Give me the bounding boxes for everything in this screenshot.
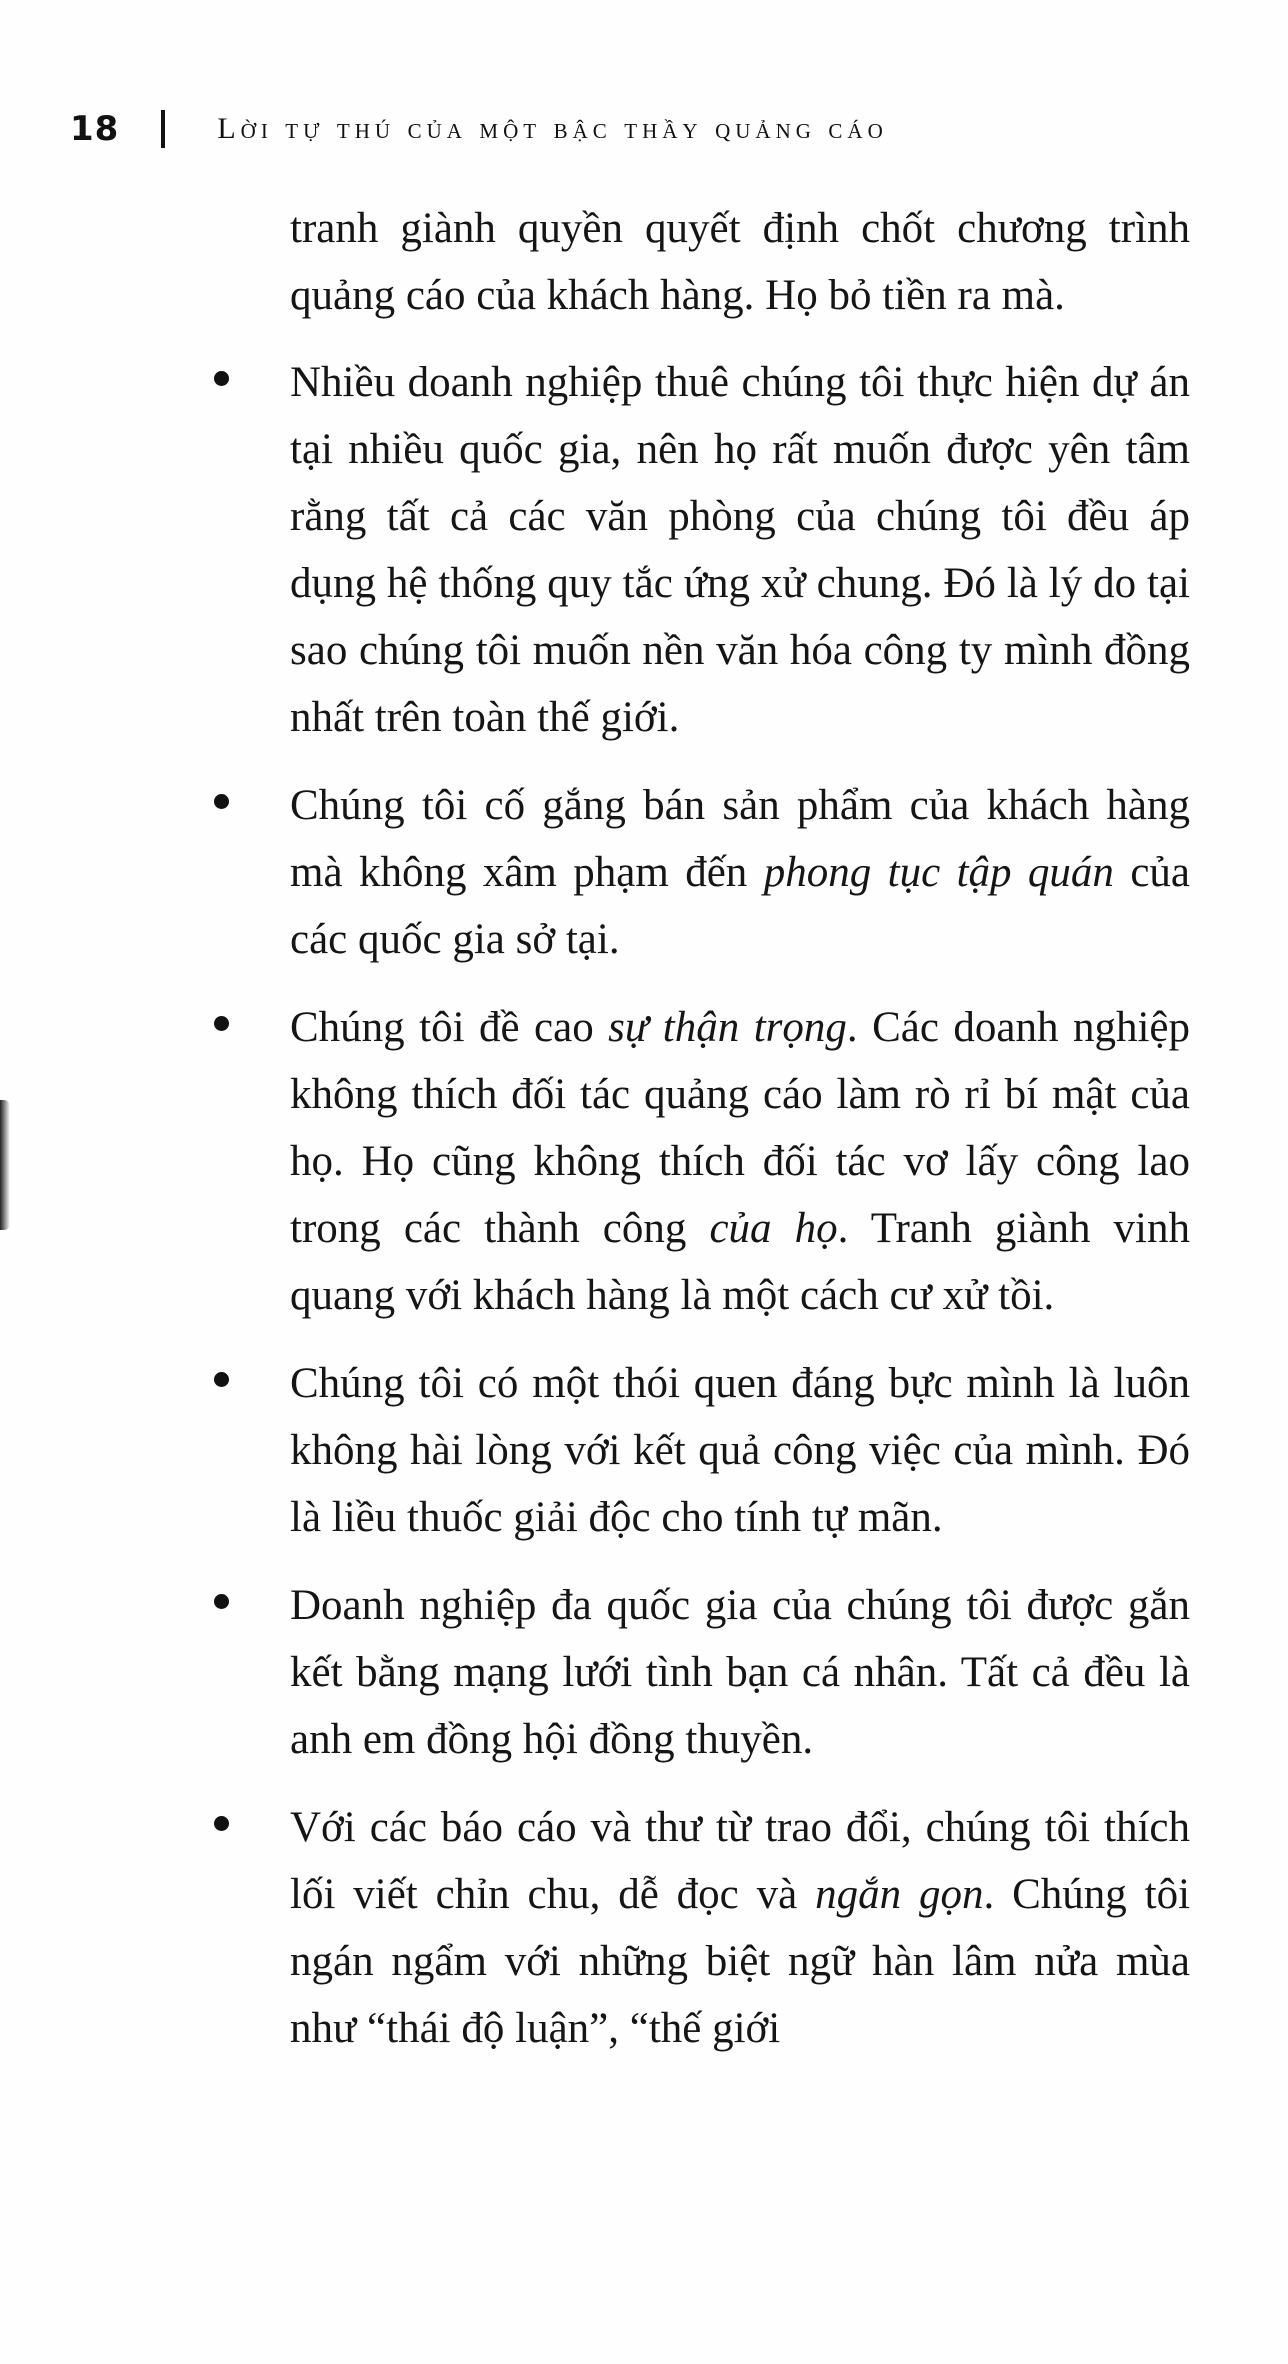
bullet-icon (214, 1016, 229, 1031)
list-item-text: Chúng tôi đề cao sự thận trọng. Các doanh nghiệp không thích đối tác quảng cáo làm rò rỉ bí mật của họ. Họ cũng không thích đối tác vơ lấy công lao trong các thành công của họ. Tranh giành vinh quang với khách hàng là một cách cư xử tồi. (290, 1004, 1190, 1319)
list-item (290, 349, 1190, 751)
list-item (290, 994, 1190, 1329)
list-item (290, 772, 1190, 973)
emphasis-text: phong tục tập quán (763, 849, 1114, 896)
bullet-icon (214, 1372, 229, 1387)
continuation-paragraph: tranh giành quyền quyết định chốt chương trình quảng cáo của khách hàng. Họ bỏ tiền ra mà. (290, 205, 1190, 319)
bullet-icon (214, 1816, 229, 1831)
emphasis-text: ngắn gọn (815, 1871, 984, 1918)
list-item-text: Với các báo cáo và thư từ trao đổi, chúng tôi thích lối viết chỉn chu, dễ đọc và ngắn gọn. Chúng tôi ngán ngẩm với những biệt ngữ hàn lâm nửa mùa như “thái độ luận”, “thế giới (290, 1804, 1191, 2052)
emphasis-text: sự thận trọng (608, 1004, 847, 1051)
running-title: Lời tự thú của một bậc thầy quảng cáo (217, 112, 888, 145)
bullet-icon (214, 1594, 229, 1609)
page-header (70, 104, 888, 154)
list-item-text: Nhiều doanh nghiệp thuê chúng tôi thực hiện dự án tại nhiều quốc gia, nên họ rất muốn được yên tâm rằng tất cả các văn phòng của chúng tôi đều áp dụng hệ thống quy tắc ứng xử chung. Đó là lý do tại sao chúng tôi muốn nền văn hóa công ty mình đồng nhất trên toàn thế giới. (290, 359, 1190, 741)
list-item-text: Chúng tôi có một thói quen đáng bực mình là luôn không hài lòng với kết quả công việc của mình. Đó là liều thuốc giải độc cho tính tự mãn. (290, 1360, 1190, 1541)
bullet-icon (214, 794, 229, 809)
bullet-icon (214, 371, 229, 386)
list-item (290, 1572, 1190, 1773)
list-item (290, 1794, 1190, 2062)
list-item-text: Doanh nghiệp đa quốc gia của chúng tôi được gắn kết bằng mạng lưới tình bạn cá nhân. Tất cả đều là anh em đồng hội đồng thuyền. (290, 1582, 1190, 1763)
header-divider (161, 110, 165, 148)
page-number: 18 (70, 109, 120, 149)
list-item (290, 1350, 1190, 1551)
body-text (290, 195, 1190, 2083)
page-edge-shadow (0, 1100, 10, 1230)
emphasis-text: của họ (709, 1205, 838, 1252)
bullet-list (290, 349, 1190, 2062)
list-item-text: Chúng tôi cố gắng bán sản phẩm của khách hàng mà không xâm phạm đến phong tục tập quán của các quốc gia sở tại. (290, 782, 1190, 963)
